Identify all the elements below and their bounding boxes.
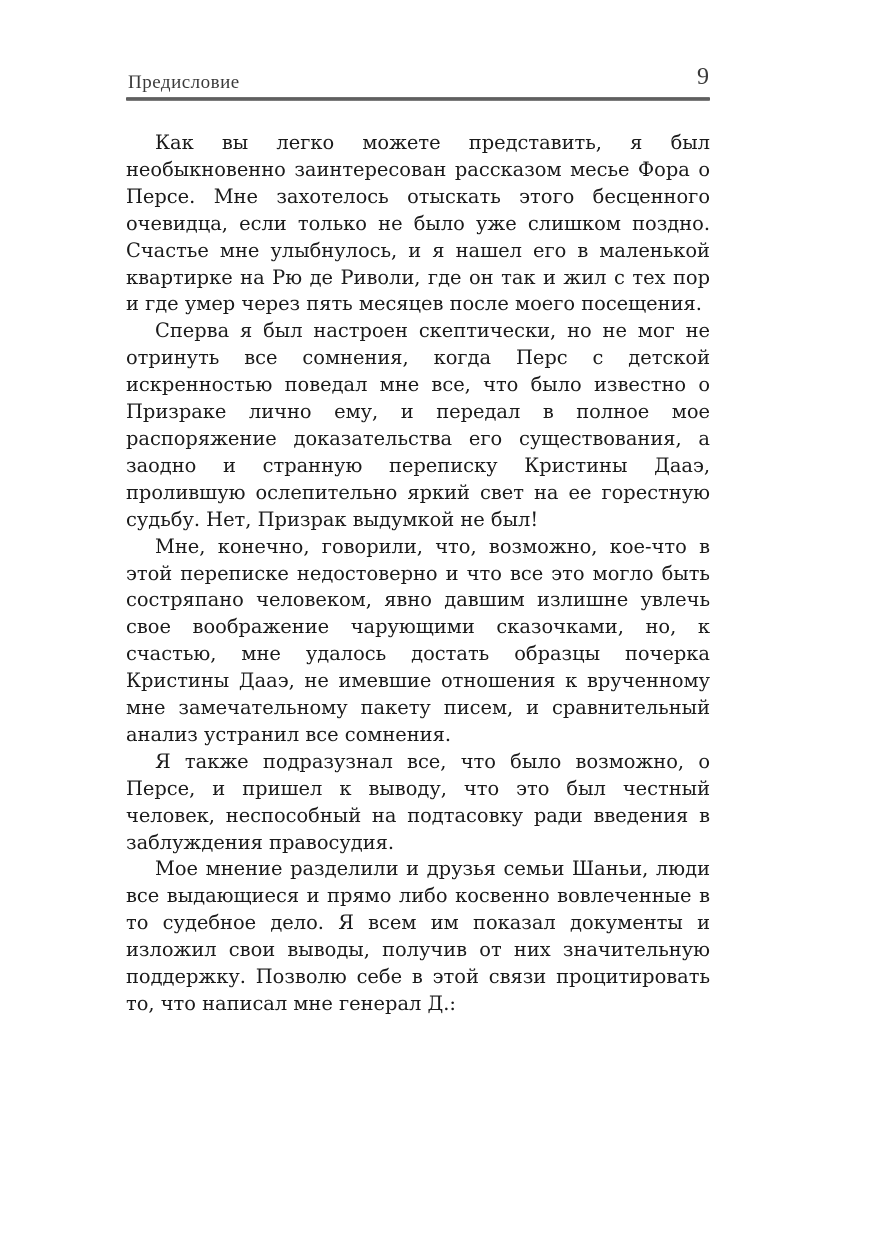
paragraph: Мое мнение разделили и друзья семьи Шаньи, люди все выдающиеся и прямо либо косвенно вовлеченные в то судебное дело. Я всем им показал документы и изложил свои выводы, получив от них значительную поддержку. Позволю себе в этой связи процитировать то, что написал мне генерал Д.: [126,857,710,1015]
paragraph: Мне, конечно, говорили, что, возможно, кое-что в этой переписке недостоверно и что все это могло быть состряпано человеком, явно давшим излишне увлечь свое воображение чарующими сказочками, но, к счастью, мне удалось достать образцы почерка Кристины Дааэ, не имевшие отношения к врученному мне замечательному пакету писем, и сравнительный анализ устранил все сомнения. [126,534,710,746]
header-rule [126,97,710,101]
paragraph: Я также подразузнал все, что было возможно, о Персе, и пришел к выводу, что это был честный человек, неспособный на подтасовку ради введения в заблуждения правосудия. [126,749,710,854]
paragraph: Сперва я был настроен скептически, но не мог не отринуть все сомнения, когда Перс с детской искренностью поведал мне все, что было известно о Призраке лично ему, и передал в полное мое распоряжение доказательства его существования, а заодно и странную переписку Кристины Дааэ, пролившую ослепительно яркий свет на ее горестную судьбу. Нет, Призрак выдумкой не был! [126,319,710,531]
page-number: 9 [697,64,709,90]
running-head: Предисловие [128,72,240,93]
body-text [126,130,710,1018]
paragraph: Как вы легко можете представить, я был необыкновенно заинтересован рассказом месье Фора о Персе. Мне захотелось отыскать этого бесценного очевидца, если только не было уже слишком поздно. Счастье мне улыбнулось, и я нашел его в маленькой квартирке на Рю де Риволи, где он так и жил с тех пор и где умер через пять месяцев после моего посещения. [126,131,710,316]
